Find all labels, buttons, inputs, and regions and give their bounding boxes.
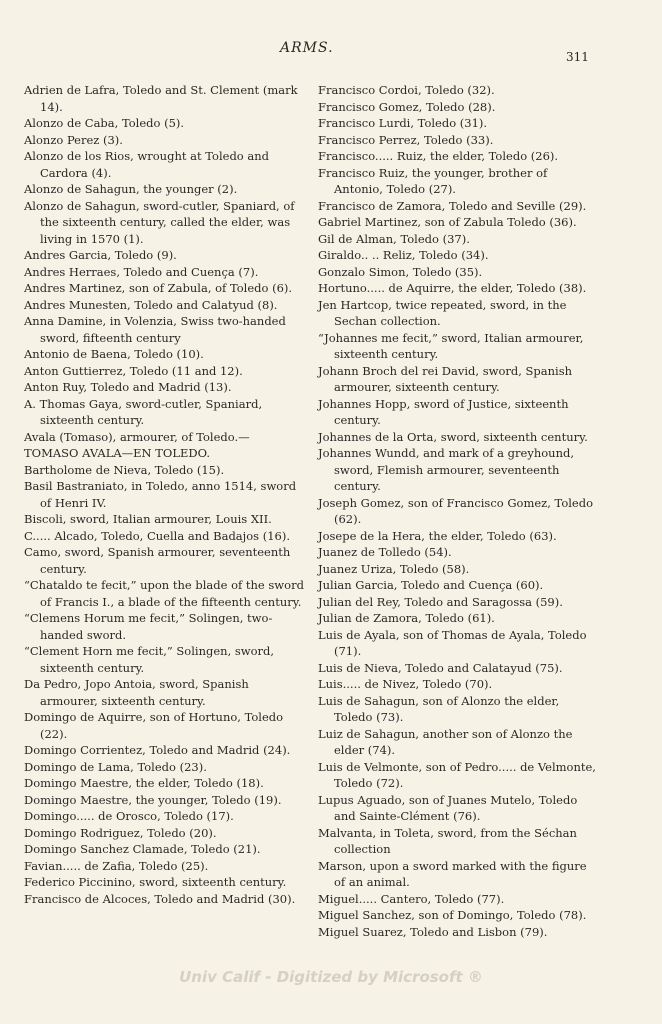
index-entry: Julian Garcia, Toledo and Cuença (60). <box>318 578 544 592</box>
index-entry: Camo, sword, Spanish armourer, seventeenth century. <box>24 545 291 576</box>
index-entry: Johannes Wundd, and mark of a greyhound, sword, Flemish armourer, seventeenth century. <box>318 446 575 493</box>
index-entry: Julian de Zamora, Toledo (61). <box>318 611 495 625</box>
index-entry: Malvanta, in Toleta, sword, from the Séchan collection <box>318 825 577 856</box>
index-entry: Alonzo Perez (3). <box>24 132 123 147</box>
index-entry: Bartholome de Nieva, Toledo (15). <box>24 462 225 477</box>
index-entry: Luis de Sahagun, son of Alonzo the elder, Toledo (73). <box>318 693 560 724</box>
index-entry: Julian del Rey, Toledo and Saragossa (59). <box>318 594 563 609</box>
index-entry: Anna Damine, in Volenzia, Swiss two-handed sword, fifteenth century <box>24 314 286 345</box>
index-entry: Francisco de Zamora, Toledo and Seville (29). <box>318 198 587 213</box>
index-entry: Josepe de la Hera, the elder, Toledo (63). <box>318 528 557 543</box>
right-column <box>318 82 598 940</box>
index-entry: Luiz de Sahagun, another son of Alonzo the elder (74). <box>318 726 573 757</box>
index-entry: Luis..... de Nivez, Toledo (70). <box>318 677 493 691</box>
index-entry: Andres Herraes, Toledo and Cuença (7). <box>24 264 259 279</box>
index-entry: Avala (Tomaso), armourer, of Toledo.— <box>24 429 250 444</box>
digitization-watermark: Univ Calif - Digitized by Microsoft ® <box>179 968 483 986</box>
left-column <box>24 82 304 907</box>
index-entry: Domingo Maestre, the younger, Toledo (19). <box>24 792 282 807</box>
index-entry: Giraldo.. .. Reliz, Toledo (34). <box>318 248 489 262</box>
index-entry: “Clemens Horum me fecit,” Solingen, two-handed sword. <box>24 611 273 642</box>
index-entry: Francisco Gomez, Toledo (28). <box>318 99 496 114</box>
index-entry: C..... Alcado, Toledo, Cuella and Badajos (16). <box>24 528 290 543</box>
index-entry: Francisco Cordoi, Toledo (32). <box>318 83 495 97</box>
index-entry: Domingo Sanchez Clamade, Toledo (21). <box>24 842 261 856</box>
index-entry: Jen Hartcop, twice repeated, sword, in the Sechan collection. <box>318 297 567 328</box>
index-entry: Francisco de Alcoces, Toledo and Madrid (30). <box>24 891 296 906</box>
index-entry: Francisco Lurdi, Toledo (31). <box>318 116 488 130</box>
index-entry: Andres Martinez, son of Zabula, of Toledo (6). <box>24 281 293 295</box>
index-entry: Alonzo de Caba, Toledo (5). <box>24 116 185 130</box>
index-entry: Da Pedro, Jopo Antoia, sword, Spanish armourer, sixteenth century. <box>24 677 249 708</box>
index-entry: Miguel Sanchez, son of Domingo, Toledo (78). <box>318 908 587 922</box>
index-entry: Hortuno..... de Aquirre, the elder, Toledo (38). <box>318 281 587 295</box>
index-entry: Andres Garcia, Toledo (9). <box>24 248 177 262</box>
index-entry: A. Thomas Gaya, sword-cutler, Spaniard, sixteenth century. <box>24 396 263 427</box>
index-entry: Luis de Velmonte, son of Pedro..... de Velmonte, Toledo (72). <box>318 759 596 790</box>
index-entry: Domingo Rodriguez, Toledo (20). <box>24 825 217 840</box>
index-entry: Antonio de Baena, Toledo (10). <box>24 347 204 361</box>
index-entry: Alonzo de Sahagun, sword-cutler, Spaniard, of the sixteenth century, called the elder, was living in 1570 (1). <box>24 198 295 246</box>
running-head: ARMS. <box>280 40 334 56</box>
index-entry: Johannes Hopp, sword of Justice, sixteenth century. <box>318 396 569 427</box>
index-entry: Anton Guttierrez, Toledo (11 and 12). <box>24 363 243 378</box>
index-entry: “Chataldo te fecit,” upon the blade of the sword of Francis I., a blade of the fifteenth century. <box>24 578 304 609</box>
index-entry: Luis de Ayala, son of Thomas de Ayala, Toledo (71). <box>318 627 587 658</box>
index-entry: Domingo de Aquirre, son of Hortuno, Toledo (22). <box>24 710 284 741</box>
index-entry: Miguel Suarez, Toledo and Lisbon (79). <box>318 924 548 939</box>
index-entry: Francisco Perrez, Toledo (33). <box>318 132 494 147</box>
index-entry: Alonzo de Sahagun, the younger (2). <box>24 182 238 196</box>
index-entry: Domingo Corrientez, Toledo and Madrid (24). <box>24 743 291 757</box>
index-entry: Federico Piccinino, sword, sixteenth century. <box>24 875 287 889</box>
index-entry: Gil de Alman, Toledo (37). <box>318 231 470 246</box>
index-entry: Joseph Gomez, son of Francisco Gomez, Toledo (62). <box>318 495 594 526</box>
page-number: 311 <box>566 50 589 64</box>
index-entry: Domingo de Lama, Toledo (23). <box>24 759 207 774</box>
index-entry: Juanez de Tolledo (54). <box>318 545 452 559</box>
index-entry: Domingo..... de Orosco, Toledo (17). <box>24 809 234 823</box>
index-entry: Andres Munesten, Toledo and Calatyud (8). <box>24 297 278 312</box>
index-entry: Favian..... de Zafia, Toledo (25). <box>24 858 209 873</box>
index-entry: Biscoli, sword, Italian armourer, Louis XII. <box>24 512 272 526</box>
index-entry: Basil Bastraniato, in Toledo, anno 1514, sword of Henri IV. <box>24 479 297 510</box>
index-entry: Marson, upon a sword marked with the figure of an animal. <box>318 858 587 889</box>
index-entry: “Clement Horn me fecit,” Solingen, sword, sixteenth century. <box>24 644 275 675</box>
index-entry: Francisco Ruiz, the younger, brother of Antonio, Toledo (27). <box>318 165 548 196</box>
index-entry: Alonzo de los Rios, wrought at Toledo and Cardora (4). <box>24 149 270 180</box>
index-entry: Johann Broch del rei David, sword, Spanish armourer, sixteenth century. <box>318 363 573 394</box>
index-entry: Adrien de Lafra, Toledo and St. Clement (mark 14). <box>24 83 298 114</box>
index-entry: Gabriel Martinez, son of Zabula Toledo (36). <box>318 215 577 229</box>
index-entry: Lupus Aguado, son of Juanes Mutelo, Toledo and Sainte-Clément (76). <box>318 792 578 823</box>
index-entry: Juanez Uriza, Toledo (58). <box>318 561 470 576</box>
index-entry: TOMASO AVALA—EN TOLEDO. <box>24 446 211 460</box>
index-entry: Anton Ruy, Toledo and Madrid (13). <box>24 380 232 394</box>
index-entry: Luis de Nieva, Toledo and Calatayud (75). <box>318 660 563 675</box>
index-entry: Johannes de la Orta, sword, sixteenth century. <box>318 429 588 444</box>
index-entry: Domingo Maestre, the elder, Toledo (18). <box>24 776 264 790</box>
index-entry: Gonzalo Simon, Toledo (35). <box>318 264 483 279</box>
index-entry: “Johannes me fecit,” sword, Italian armourer, sixteenth century. <box>318 330 584 361</box>
page-header <box>0 40 662 64</box>
index-entry: Francisco..... Ruiz, the elder, Toledo (26). <box>318 149 559 163</box>
index-entry: Miguel..... Cantero, Toledo (77). <box>318 891 505 906</box>
